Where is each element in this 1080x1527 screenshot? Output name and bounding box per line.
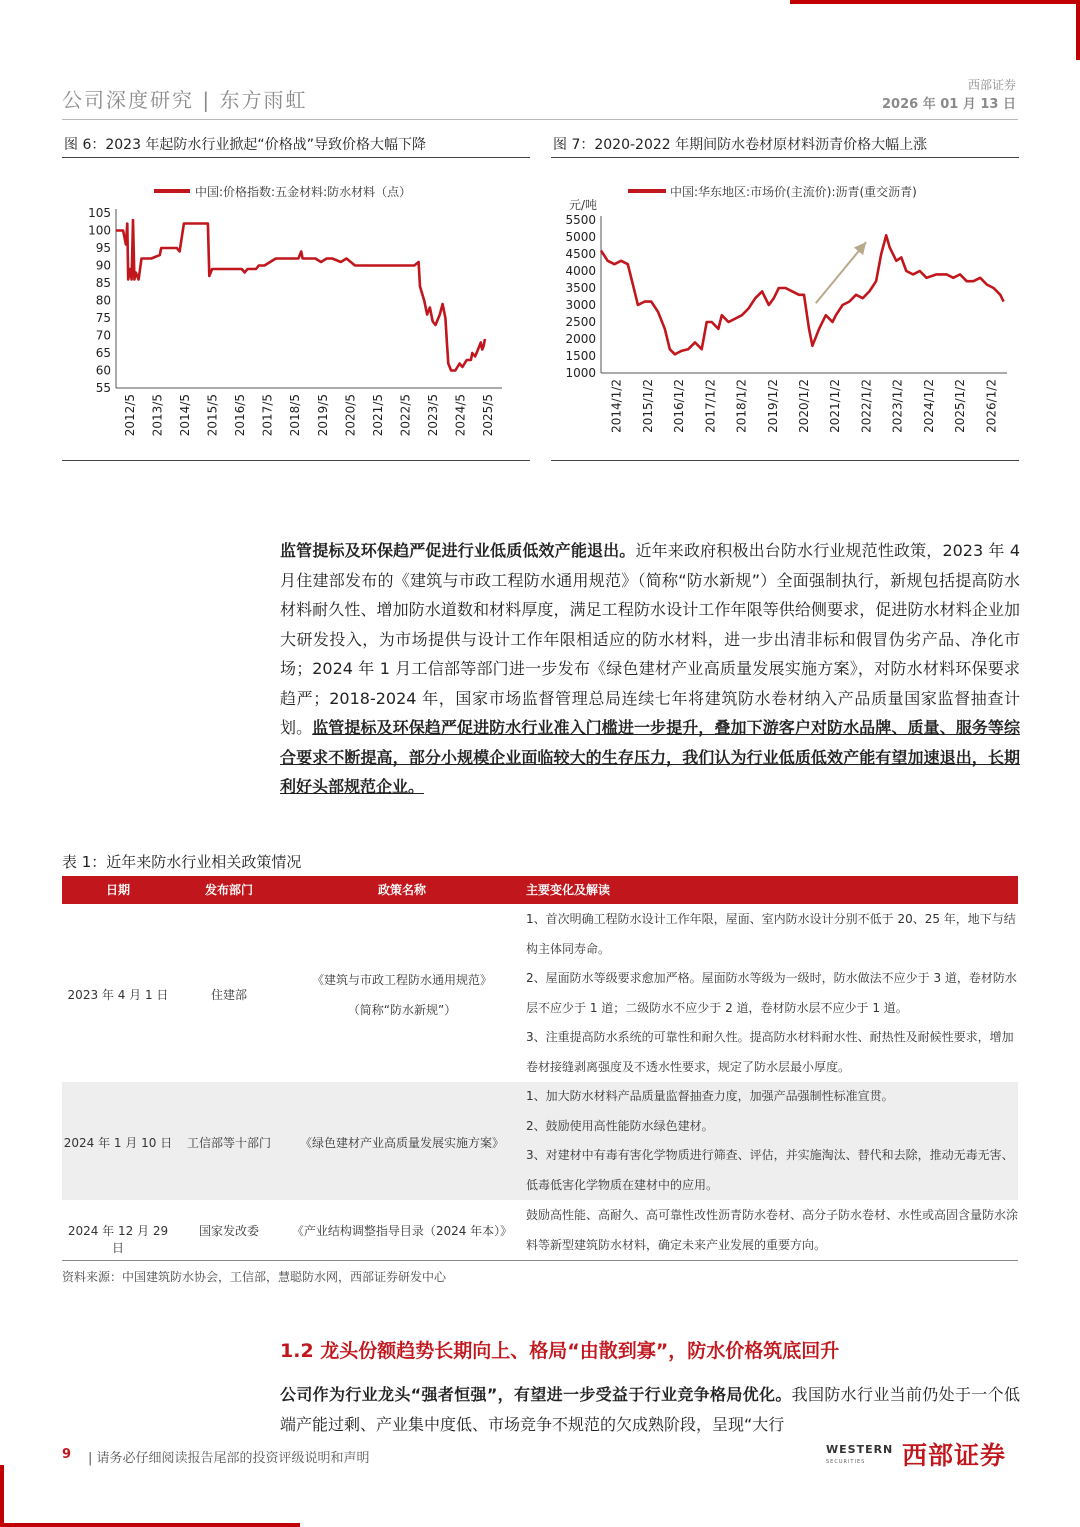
figure6-top-rule bbox=[62, 157, 530, 158]
fig7-y-tick-7: 4500 bbox=[565, 247, 596, 261]
header-date: 2026 年 01 月 13 日 bbox=[882, 97, 1016, 112]
fig6-x-tick-13: 2025/5 bbox=[481, 394, 496, 437]
paragraph-lead: 监管提标及环保趋严促进行业低质低效产能退出。 bbox=[280, 541, 636, 560]
fig7-trend-arrow bbox=[816, 242, 866, 303]
fig6-y-tick-5: 80 bbox=[95, 293, 111, 308]
fig6-x-tick-2: 2014/5 bbox=[177, 394, 192, 437]
figure7-title: 图 7：2020-2022 年期间防水卷材原材料沥青价格大幅上涨 bbox=[553, 137, 928, 153]
fig7-x-tick-3: 2017/1/2 bbox=[703, 379, 718, 433]
fig6-x-tick-11: 2023/5 bbox=[426, 394, 441, 437]
bottom-corner-decoration bbox=[0, 1465, 300, 1527]
row2-date: 2024 年 1 月 10 日 bbox=[63, 1136, 173, 1150]
figure7-legend-label: 中国:华东地区:市场价(主流价):沥青(重交沥青) bbox=[670, 185, 917, 199]
fig6-x-tick-9: 2021/5 bbox=[370, 394, 385, 437]
fig6-x-tick-4: 2016/5 bbox=[233, 394, 248, 437]
footer-disclaimer: | 请务必仔细阅读报告尾部的投资评级说明和声明 bbox=[88, 1451, 370, 1466]
fig6-x-tick-8: 2020/5 bbox=[343, 394, 358, 437]
fig6-series-line-0 bbox=[116, 220, 485, 371]
section-lead: 公司作为行业龙头“强者恒强”，有望进一步受益于行业竞争格局优化。 bbox=[280, 1385, 792, 1404]
section-body: 我国防水行业当前仍处于一个低端产能过剩、产业集中度低、市场竞争不规范的欠成熟阶段，呈现“大行 bbox=[280, 1385, 1020, 1434]
figure7-legend-swatch bbox=[628, 189, 666, 193]
figure6-legend-swatch bbox=[154, 189, 190, 193]
row3-policy: 《产业结构调整指导目录（2024 年本）》 bbox=[291, 1224, 513, 1238]
report-header-title: 公司深度研究 | 东方雨虹 bbox=[62, 88, 308, 112]
top-corner-decoration bbox=[790, 0, 1080, 60]
fig6-y-tick-2: 65 bbox=[95, 346, 111, 360]
logo-english: WESTERN bbox=[826, 1443, 894, 1456]
fig7-x-tick-2: 2016/1/2 bbox=[672, 379, 687, 433]
fig6-x-tick-12: 2024/5 bbox=[453, 394, 468, 437]
row1-detail-3: 3、注重提高防水系统的可靠性和耐久性。提高防水材料耐水性、耐热性及耐候性要求，增加卷材接缝剥离强度及不透水性要求，规定了防水层最小厚度。 bbox=[526, 1030, 1014, 1074]
row3-details bbox=[526, 1201, 1018, 1260]
fig6-y-tick-9: 100 bbox=[88, 223, 111, 238]
fig6-y-tick-10: 105 bbox=[88, 206, 111, 220]
figure6-chart bbox=[62, 200, 530, 460]
fig7-x-tick-9: 2023/1/2 bbox=[890, 379, 905, 433]
page-number: 9 bbox=[62, 1447, 72, 1462]
fig7-x-tick-12: 2026/1/2 bbox=[984, 379, 999, 433]
th-policy: 政策名称 bbox=[377, 883, 426, 897]
row3-detail-1: 鼓励高性能、高耐久、高可靠性改性沥青防水卷材、高分子防水卷材、水性或高固含量防水涂料等新型建筑防水材料，确定未来产业发展的重要方向。 bbox=[526, 1208, 1019, 1252]
row2-detail-3: 3、对建材中有毒有害化学物质进行筛查、评估，并实施淘汰、替代和去除，推动无毒无害、低毒低害化学物质在建材中的应用。 bbox=[526, 1148, 1014, 1192]
figure6-legend-label: 中国:价格指数:五金材料:防水材料（点） bbox=[195, 185, 412, 199]
fig7-x-tick-4: 2018/1/2 bbox=[734, 379, 749, 433]
figure7-chart bbox=[551, 200, 1019, 460]
th-detail: 主要变化及解读 bbox=[526, 883, 611, 897]
fig7-y-tick-5: 3500 bbox=[565, 281, 596, 295]
fig7-y-tick-6: 4000 bbox=[565, 264, 596, 278]
row1-detail-2: 2、屋面防水等级要求愈加严格。屋面防水等级为一级时，防水做法不应少于 3 道，卷材防水层不应少于 1 道；二级防水不应少于 2 道，卷材防水层不应少于 1 道。 bbox=[526, 971, 1017, 1015]
footer-disclaimer-text: 请务必仔细阅读报告尾部的投资评级说明和声明 bbox=[96, 1451, 370, 1466]
table-source: 资料来源：中国建筑防水协会，工信部，慧聪防水网，西部证券研发中心 bbox=[62, 1270, 447, 1284]
figure6-bottom-rule bbox=[62, 460, 530, 461]
figure6-title: 图 6：2023 年起防水行业掀起“价格战”导致价格大幅下降 bbox=[64, 137, 426, 153]
fig7-y-tick-2: 2000 bbox=[565, 332, 596, 346]
section-heading: 1.2 龙头份额趋势长期向上、格局“由散到寡”，防水价格筑底回升 bbox=[280, 1340, 840, 1362]
fig6-x-tick-5: 2017/5 bbox=[260, 394, 275, 437]
header-divider bbox=[62, 119, 1018, 120]
fig7-y-tick-4: 3000 bbox=[565, 298, 596, 312]
logo-chinese: 西部证券 bbox=[902, 1441, 1007, 1470]
fig7-x-tick-11: 2025/1/2 bbox=[953, 379, 968, 433]
fig6-x-tick-10: 2022/5 bbox=[398, 394, 413, 437]
fig6-x-tick-0: 2012/5 bbox=[122, 394, 137, 437]
fig7-x-tick-1: 2015/1/2 bbox=[640, 379, 655, 433]
header-company: 西部证券 bbox=[967, 78, 1016, 92]
fig7-x-tick-10: 2024/1/2 bbox=[921, 379, 936, 433]
fig7-series-line-0 bbox=[601, 235, 1004, 354]
fig7-x-tick-5: 2019/1/2 bbox=[765, 379, 780, 433]
row2-detail-2: 2、鼓励使用高性能防水绿色建材。 bbox=[526, 1118, 714, 1133]
fig6-y-tick-6: 85 bbox=[95, 276, 111, 290]
row2-dept: 工信部等十部门 bbox=[186, 1136, 271, 1150]
row1-date: 2023 年 4 月 1 日 bbox=[67, 988, 169, 1002]
fig7-x-tick-6: 2020/1/2 bbox=[797, 379, 811, 433]
section-paragraph bbox=[280, 1380, 1020, 1439]
fig6-x-tick-7: 2019/5 bbox=[315, 394, 330, 437]
table1-title: 表 1：近年来防水行业相关政策情况 bbox=[62, 853, 302, 871]
fig7-x-tick-7: 2021/1/2 bbox=[828, 379, 843, 433]
figure7-top-rule bbox=[551, 157, 1019, 158]
row3-dept: 国家发改委 bbox=[198, 1224, 259, 1238]
fig6-x-tick-6: 2018/5 bbox=[288, 394, 303, 437]
logo-english-sub: SECURITIES bbox=[826, 1459, 866, 1465]
row1-detail-1: 1、首次明确工程防水设计工作年限，屋面、室内防水设计分别不低于 20、25 年，地下与结构主体同寿命。 bbox=[526, 912, 1016, 956]
policy-paragraph bbox=[280, 536, 1020, 802]
row1-policy-line1: 《建筑与市政工程防水通用规范》 bbox=[311, 973, 492, 987]
fig6-x-tick-1: 2013/5 bbox=[150, 394, 165, 437]
table-bottom-rule bbox=[62, 1260, 1018, 1261]
row1-policy-line2: （简称“防水新规”） bbox=[347, 1003, 457, 1017]
row2-detail-1: 1、加大防水材料产品质量监督抽查力度，加强产品强制性标准宣贯。 bbox=[526, 1089, 894, 1103]
figure7-bottom-rule bbox=[551, 460, 1019, 461]
fig6-y-tick-4: 75 bbox=[95, 311, 111, 325]
fig7-y-tick-8: 5000 bbox=[565, 230, 596, 244]
paragraph-conclusion: 监管提标及环保趋严促进防水行业准入门槛进一步提升，叠加下游客户对防水品牌、质量、服务等综合要求不断提高，部分小规模企业面临较大的生存压力，我们认为行业低质低效产能有望加速退出，长期利好头部规范企业。 bbox=[280, 718, 1020, 796]
fig7-y-tick-3: 2500 bbox=[565, 315, 596, 329]
fig7-x-tick-0: 2014/1/2 bbox=[609, 379, 624, 433]
row2-details bbox=[526, 1082, 1018, 1200]
th-dept: 发布部门 bbox=[204, 883, 253, 897]
fig6-y-tick-8: 95 bbox=[95, 241, 111, 255]
fig6-y-tick-3: 70 bbox=[95, 328, 111, 343]
row1-details bbox=[526, 905, 1018, 1083]
fig6-y-tick-7: 90 bbox=[95, 258, 111, 273]
figure7-unit-label: 元/吨 bbox=[569, 198, 598, 212]
fig6-y-tick-0: 55 bbox=[95, 381, 111, 395]
th-date: 日期 bbox=[105, 883, 130, 897]
fig7-y-tick-0: 1000 bbox=[565, 366, 596, 380]
fig7-y-tick-9: 5500 bbox=[565, 213, 596, 227]
row2-policy: 《绿色建材产业高质量发展实施方案》 bbox=[299, 1136, 504, 1150]
row3-date: 2024 年 12 月 29 日 bbox=[67, 1224, 169, 1255]
paragraph-body: 近年来政府积极出台防水行业规范性政策，2023 年 4 月住建部发布的《建筑与市政工程防水通用规范》（简称“防水新规”）全面强制执行，新规包括提高防水材料耐久性、增加防水道数和材料厚度，满足工程防水设计工作年限等供给侧要求，促进防水材料企业加大研发投入，为市场提供与设计工作年限相适应的防水材料，进一步出清非标和假冒伪劣产品、净化市场；2024 年 1 月工信部等部门进一步发布《绿色建材产业高质量发展实施方案》，对防水材料环保要求趋严；2018-2024 年，国家市场监督管理总局连续七年将建筑防水卷材纳入产品质量国家监督抽查计划。 bbox=[280, 541, 1020, 737]
row1-dept: 住建部 bbox=[210, 988, 247, 1002]
fig7-y-tick-1: 1500 bbox=[565, 349, 596, 363]
fig6-y-tick-1: 60 bbox=[95, 363, 111, 378]
fig6-x-tick-3: 2015/5 bbox=[205, 394, 220, 437]
fig7-x-tick-8: 2022/1/2 bbox=[859, 379, 874, 433]
